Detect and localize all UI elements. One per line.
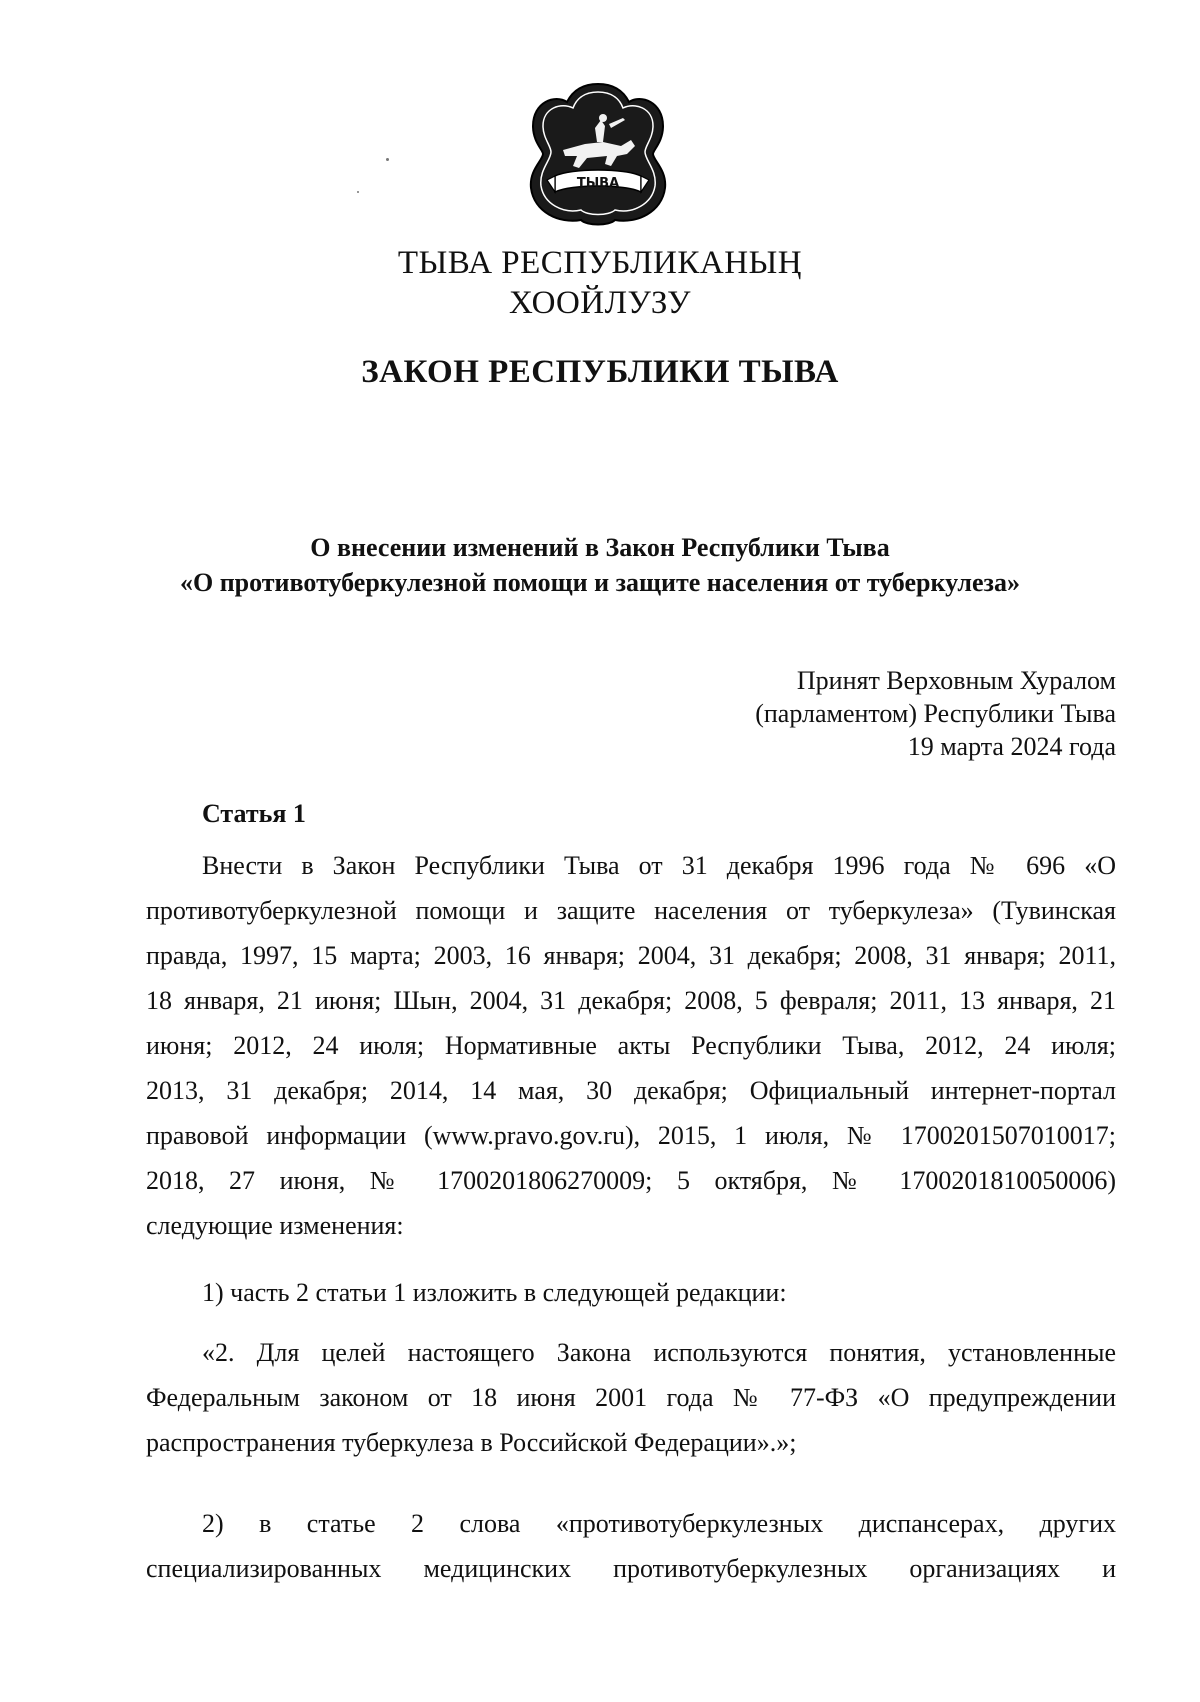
adoption-note-line2: (парламентом) Республики Тыва bbox=[755, 699, 1116, 728]
law-subject-line1: О внесении изменений в Закон Республики Тыва bbox=[310, 533, 890, 562]
article-intro-paragraph bbox=[146, 843, 1116, 1248]
paragraph-line: следующие изменения: bbox=[146, 1211, 404, 1240]
paragraph-line: июня; 2012, 24 июля; Нормативные акты Республики Тыва, 2012, 24 июля; bbox=[146, 1031, 1116, 1060]
russian-title: ЗАКОН РЕСПУБЛИКИ ТЫВА bbox=[361, 354, 839, 390]
paragraph-line: правда, 1997, 15 марта; 2003, 16 января; 2004, 31 декабря; 2008, 31 января; 2011, bbox=[146, 941, 1116, 970]
law-subject-line2: «О противотуберкулезной помощи и защите населения от туберкулеза» bbox=[179, 568, 1021, 597]
tuva-coat-of-arms-icon bbox=[525, 80, 671, 230]
tyvan-title-line2: ХООЙЛУЗУ bbox=[508, 285, 692, 321]
law-subject bbox=[0, 530, 1200, 600]
emblem-label: ТЫВА bbox=[576, 176, 620, 191]
scan-speck bbox=[386, 158, 389, 161]
paragraph-line: 2) в статье 2 слова «противотуберкулезных диспансерах, других bbox=[202, 1509, 1116, 1538]
paragraph-line: специализированных медицинских противотуберкулезных организациях и bbox=[146, 1554, 1116, 1583]
adoption-note-line1: Принят Верховным Хуралом bbox=[796, 666, 1116, 695]
paragraph-line: 1) часть 2 статьи 1 изложить в следующей редакции: bbox=[202, 1278, 787, 1307]
paragraph-line: противотуберкулезной помощи и защите населения от туберкулеза» (Тувинская bbox=[146, 896, 1116, 925]
paragraph-line: 18 января, 21 июня; Шын, 2004, 31 декабря; 2008, 5 февраля; 2011, 13 января, 21 bbox=[146, 986, 1116, 1015]
item-2-paragraph bbox=[146, 1501, 1116, 1591]
paragraph-line: распространения туберкулеза в Российской Федерации».»; bbox=[146, 1428, 797, 1457]
paragraph-line: правовой информации (www.pravo.gov.ru), 2015, 1 июля, № 1700201507010017; bbox=[146, 1121, 1116, 1150]
paragraph-line: 2018, 27 июня, № 1700201806270009; 5 октября, № 1700201810050006) bbox=[146, 1166, 1116, 1195]
article-heading: Статья 1 bbox=[202, 799, 306, 828]
scan-speck bbox=[357, 191, 359, 193]
item-1-quote-paragraph bbox=[146, 1330, 1116, 1465]
paragraph-line: Внести в Закон Республики Тыва от 31 декабря 1996 года № 696 «О bbox=[202, 851, 1116, 880]
paragraph-line: 2013, 31 декабря; 2014, 14 мая, 30 декабря; Официальный интернет-портал bbox=[146, 1076, 1116, 1105]
adoption-date: 19 марта 2024 года bbox=[907, 732, 1116, 761]
paragraph-line: «2. Для целей настоящего Закона используются понятия, установленные bbox=[202, 1338, 1116, 1367]
tyvan-title bbox=[0, 243, 1200, 323]
item-1-paragraph bbox=[146, 1270, 1116, 1315]
adoption-note bbox=[755, 664, 1116, 763]
paragraph-line: Федеральным законом от 18 июня 2001 года № 77-ФЗ «О предупреждении bbox=[146, 1383, 1116, 1412]
tyvan-title-line1: ТЫВА РЕСПУБЛИКАНЫҢ bbox=[397, 245, 803, 281]
